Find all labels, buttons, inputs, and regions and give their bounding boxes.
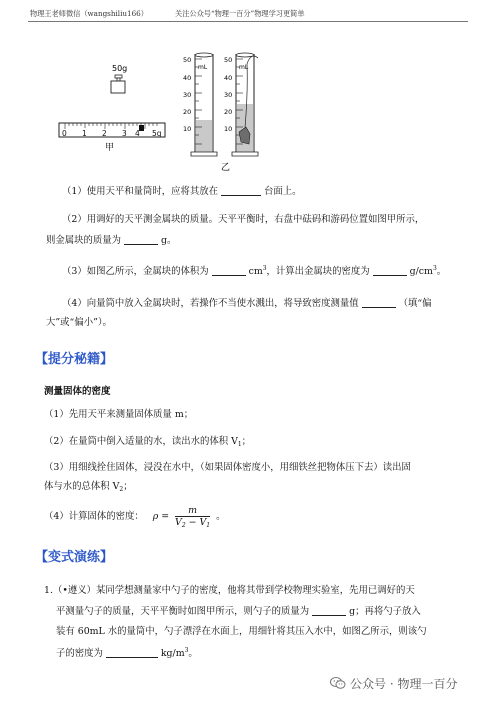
answer-blank[interactable] — [221, 185, 261, 196]
problem-1-line1: 1.（•遵义）某同学想测量家中勺子的密度，他将其带到学校物理实验室，先用已调好的天 — [44, 585, 415, 596]
question-3: （3）如图乙所示，金属块的体积为 $cm^3$，计算出金属块的密度为 $g/cm^3$。 — [62, 265, 447, 277]
scale-number: 4 — [135, 129, 140, 138]
tick-label: 40 — [224, 74, 233, 82]
header-left: 物理王老师微信（wangshiliu166） — [30, 9, 148, 18]
scale-number: 2 — [102, 129, 107, 138]
caption-jia: 甲 — [105, 143, 115, 153]
scale-number: 5g — [152, 129, 162, 138]
tick-label: 10 — [183, 125, 192, 133]
method-title: 测量固体的密度 — [44, 386, 111, 397]
method-step-1: （1）先用天平来测量固体质量 m； — [44, 409, 194, 420]
question-2-line1: （2）用调好的天平测金属块的质量。天平平衡时，右盘中砝码和游码位置如图甲所示， — [62, 214, 425, 225]
tick-label: 30 — [224, 91, 233, 99]
question-1: （1）使用天平和量筒时，应将其放在 台面上。 — [62, 186, 302, 197]
cylinder-unit: mL — [198, 64, 208, 71]
tick-label: 50 — [183, 56, 192, 64]
question-2-line2: 则金属块的质量为 g。 — [46, 235, 177, 246]
question-4-line2: 大”或“偏小”）。 — [46, 317, 112, 328]
scale-number: 1 — [82, 129, 87, 138]
tick-label: 50 — [224, 56, 233, 64]
header-divider — [28, 21, 468, 22]
density-formula: $\frac{m}{V_2 - V_1}$ — [175, 504, 211, 529]
wechat-icon — [330, 676, 346, 693]
problem-1-line3: 装有 60mL 水的量筒中，勺子漂浮在水面上，用细针将其压入水中，如图乙所示，则该勺 — [56, 626, 427, 637]
problem-1-line4: 子的密度为 $kg/m^3$。 — [56, 647, 198, 659]
caption-yi: 乙 — [221, 163, 231, 173]
cylinder-unit: mL — [239, 64, 249, 71]
tick-label: 10 — [224, 125, 233, 133]
method-step-3-line2: 体与水的总体积 $V_2$； — [44, 481, 133, 493]
experiment-figure — [55, 52, 265, 178]
tick-label: 40 — [183, 74, 192, 82]
answer-blank[interactable] — [212, 265, 246, 276]
rider-scale — [59, 123, 165, 138]
weight-label: 50g — [112, 64, 128, 73]
answer-blank[interactable] — [373, 265, 407, 276]
question-4-line1: （4）向量筒中放入金属块时，若操作不当使水溅出，将导致密度测量值 （填“偏 — [62, 298, 432, 309]
scale-number: 0 — [62, 129, 67, 138]
answer-blank[interactable] — [106, 647, 158, 658]
tick-label: 20 — [224, 108, 233, 116]
cylinder-left — [183, 53, 217, 156]
answer-blank[interactable] — [124, 234, 158, 245]
header-right: 关注公众号“物理一百分”物理学习更简单 — [175, 9, 305, 18]
header-text — [30, 9, 305, 19]
method-step-3-line1: （3）用细线拴住固体，浸没在水中，（如果固体密度小，用细铁丝把物体压下去）读出固 — [44, 462, 411, 473]
section-title-tips: 【提分秘籍】 — [35, 352, 114, 367]
figure-drawing — [55, 52, 265, 174]
scale-number: 3 — [122, 129, 127, 138]
weight-icon — [111, 75, 125, 93]
section-title-practice: 【变式演练】 — [35, 550, 114, 565]
density-symbol: ρ = — [152, 511, 170, 522]
answer-blank[interactable] — [312, 605, 346, 616]
cylinder-right — [224, 53, 258, 156]
method-step-4: （4）计算固体的密度： ρ = $\frac{m}{V_2 - V_1}$ 。 — [44, 504, 226, 529]
watermark: 公众号 · 物理一百分 — [330, 675, 457, 693]
answer-blank[interactable] — [362, 297, 396, 308]
problem-1-line2: 平测量勺子的质量，天平平衡时如图甲所示，则勺子的质量为 g；再将勺子放入 — [56, 606, 421, 617]
tick-label: 30 — [183, 91, 192, 99]
tick-label: 20 — [183, 108, 192, 116]
method-step-2: （2）在量筒中倒入适量的水，读出水的体积 $V_1$； — [44, 436, 252, 448]
